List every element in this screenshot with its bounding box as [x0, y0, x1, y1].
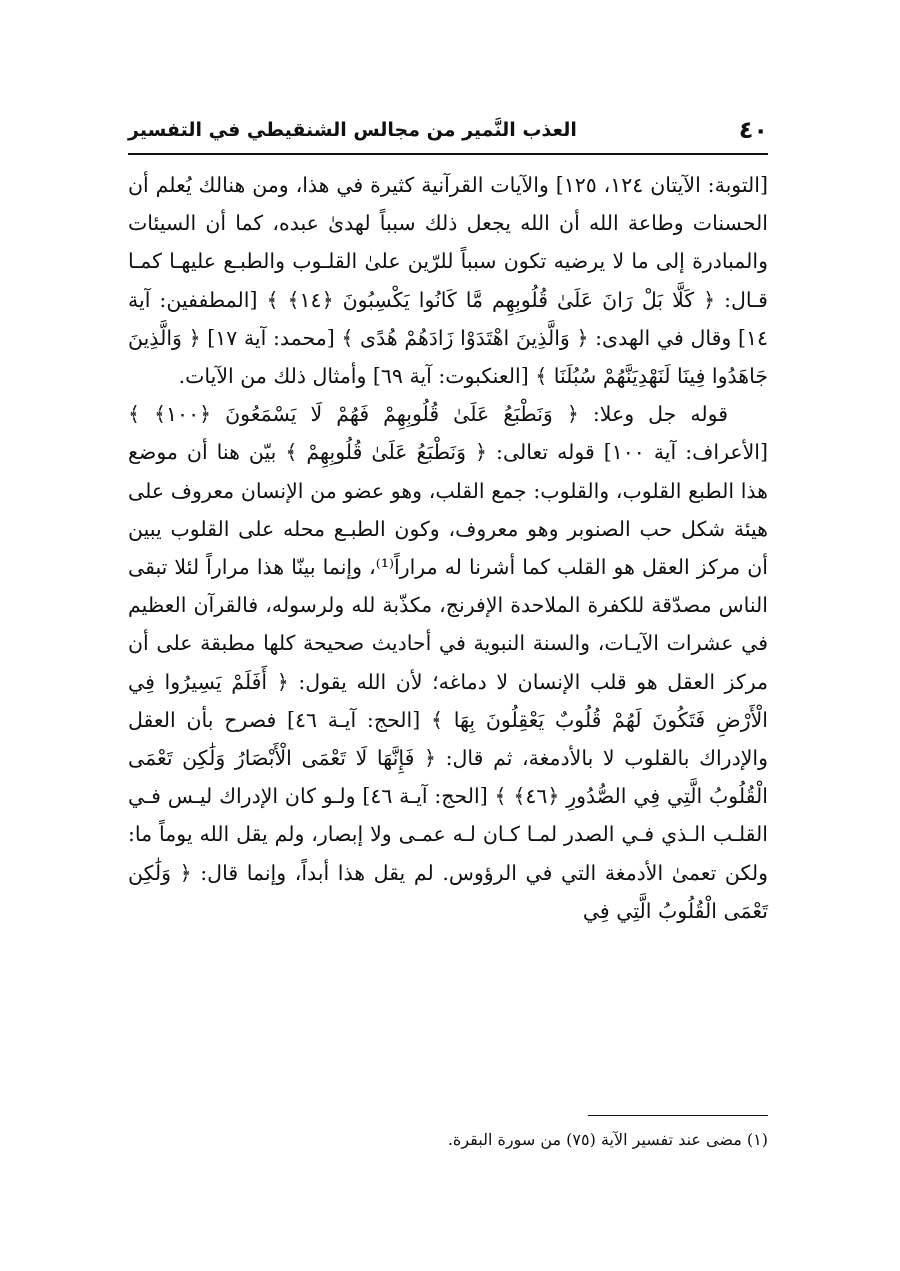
page-header	[128, 110, 768, 150]
running-title: العذب النَّمير من مجالس الشنقيطي في التفسير	[128, 119, 577, 141]
header-divider	[128, 153, 768, 155]
footnote: (١) مضى عند تفسير الآية (٧٥) من سورة البقرة.	[447, 1130, 768, 1149]
page-number: ٤٠	[738, 116, 768, 144]
paragraph: [التوبة: الآيتان ١٢٤، ١٢٥] والآيات القرآنية كثيرة في هذا، ومن هنالك يُعلم أن الحسنات وطاعة الله أن الله يجعل ذلك سبباً لهدىٰ عبده، كما أن السيئات والمبادرة إلى ما لا يرضيه تكون سبباً للرّين علىٰ القلـوب والطبـع عليهـا كمـا قـال: ﴿ كَلَّا بَلْ رَانَ عَلَىٰ قُلُوبِهِم مَّا كَانُوا يَكْسِبُونَ ﴿١٤﴾ ﴾ [المطففين: آية ١٤] وقال في الهدى: ﴿ وَالَّذِينَ اهْتَدَوْا زَادَهُمْ هُدًى ﴾ [محمد: آية ١٧] ﴿ وَالَّذِينَ جَاهَدُوا فِينَا لَنَهْدِيَنَّهُمْ سُبُلَنَا ﴾ [العنكبوت: آية ٦٩] وأمثال ذلك من الآيات.	[128, 173, 768, 389]
paragraph: قوله جل وعلا: ﴿ وَنَطْبَعُ عَلَىٰ قُلُوبِهِمْ فَهُمْ لَا يَسْمَعُونَ ﴿١٠٠﴾ ﴾ [الأعراف: آية ١٠٠] قوله تعالى: ﴿ وَنَطْبَعُ عَلَىٰ قُلُوبِهِمْ ﴾ بيّن هنا أن موضع هذا الطبع القلوب، والقلوب: جمع القلب، وهو عضو من الإنسان معروف على هيئة شكل حب الصنوبر وهو معروف، وكون الطبـع محله على القلوب يبين أن مركز العقل هو القلب كما أشرنا له مراراً⁽¹⁾، وإنما بينّا هذا مراراً لئلا تبقى الناس مصدّقة للكفرة الملاحدة الإفرنج، مكذّبة لله ولرسوله، فالقرآن العظيم في عشرات الآيـات، والسنة النبوية في أحاديث صحيحة كلها مطبقة على أن مركز العقل هو قلب الإنسان لا دماغه؛ لأن الله يقول: ﴿ أَفَلَمْ يَسِيرُوا فِي الْأَرْضِ فَتَكُونَ لَهُمْ قُلُوبٌ يَعْقِلُونَ بِهَا ﴾ [الحج: آيـة ٤٦] فصرح بأن العقل والإدراك بالقلوب لا بالأدمغة، ثم قال: ﴿ فَإِنَّهَا لَا تَعْمَى الْأَبْصَارُ وَلَٰكِن تَعْمَى الْقُلُوبُ الَّتِي فِي الصُّدُورِ ﴿٤٦﴾ ﴾ [الحج: آيـة ٤٦] ولـو كان الإدراك ليـس فـي القلـب الـذي فـي الصدر لمـا كـان لـه عمـى ولا إبصار، ولم يقل الله يوماً ما: ولكن تعمىٰ الأدمغة التي في الرؤوس. لم يقل هذا أبداً، وإنما قال: ﴿ وَلَٰكِن تَعْمَى الْقُلُوبُ الَّتِي فِي	[128, 402, 768, 923]
main-text	[128, 166, 768, 930]
footnote-divider	[588, 1115, 768, 1116]
